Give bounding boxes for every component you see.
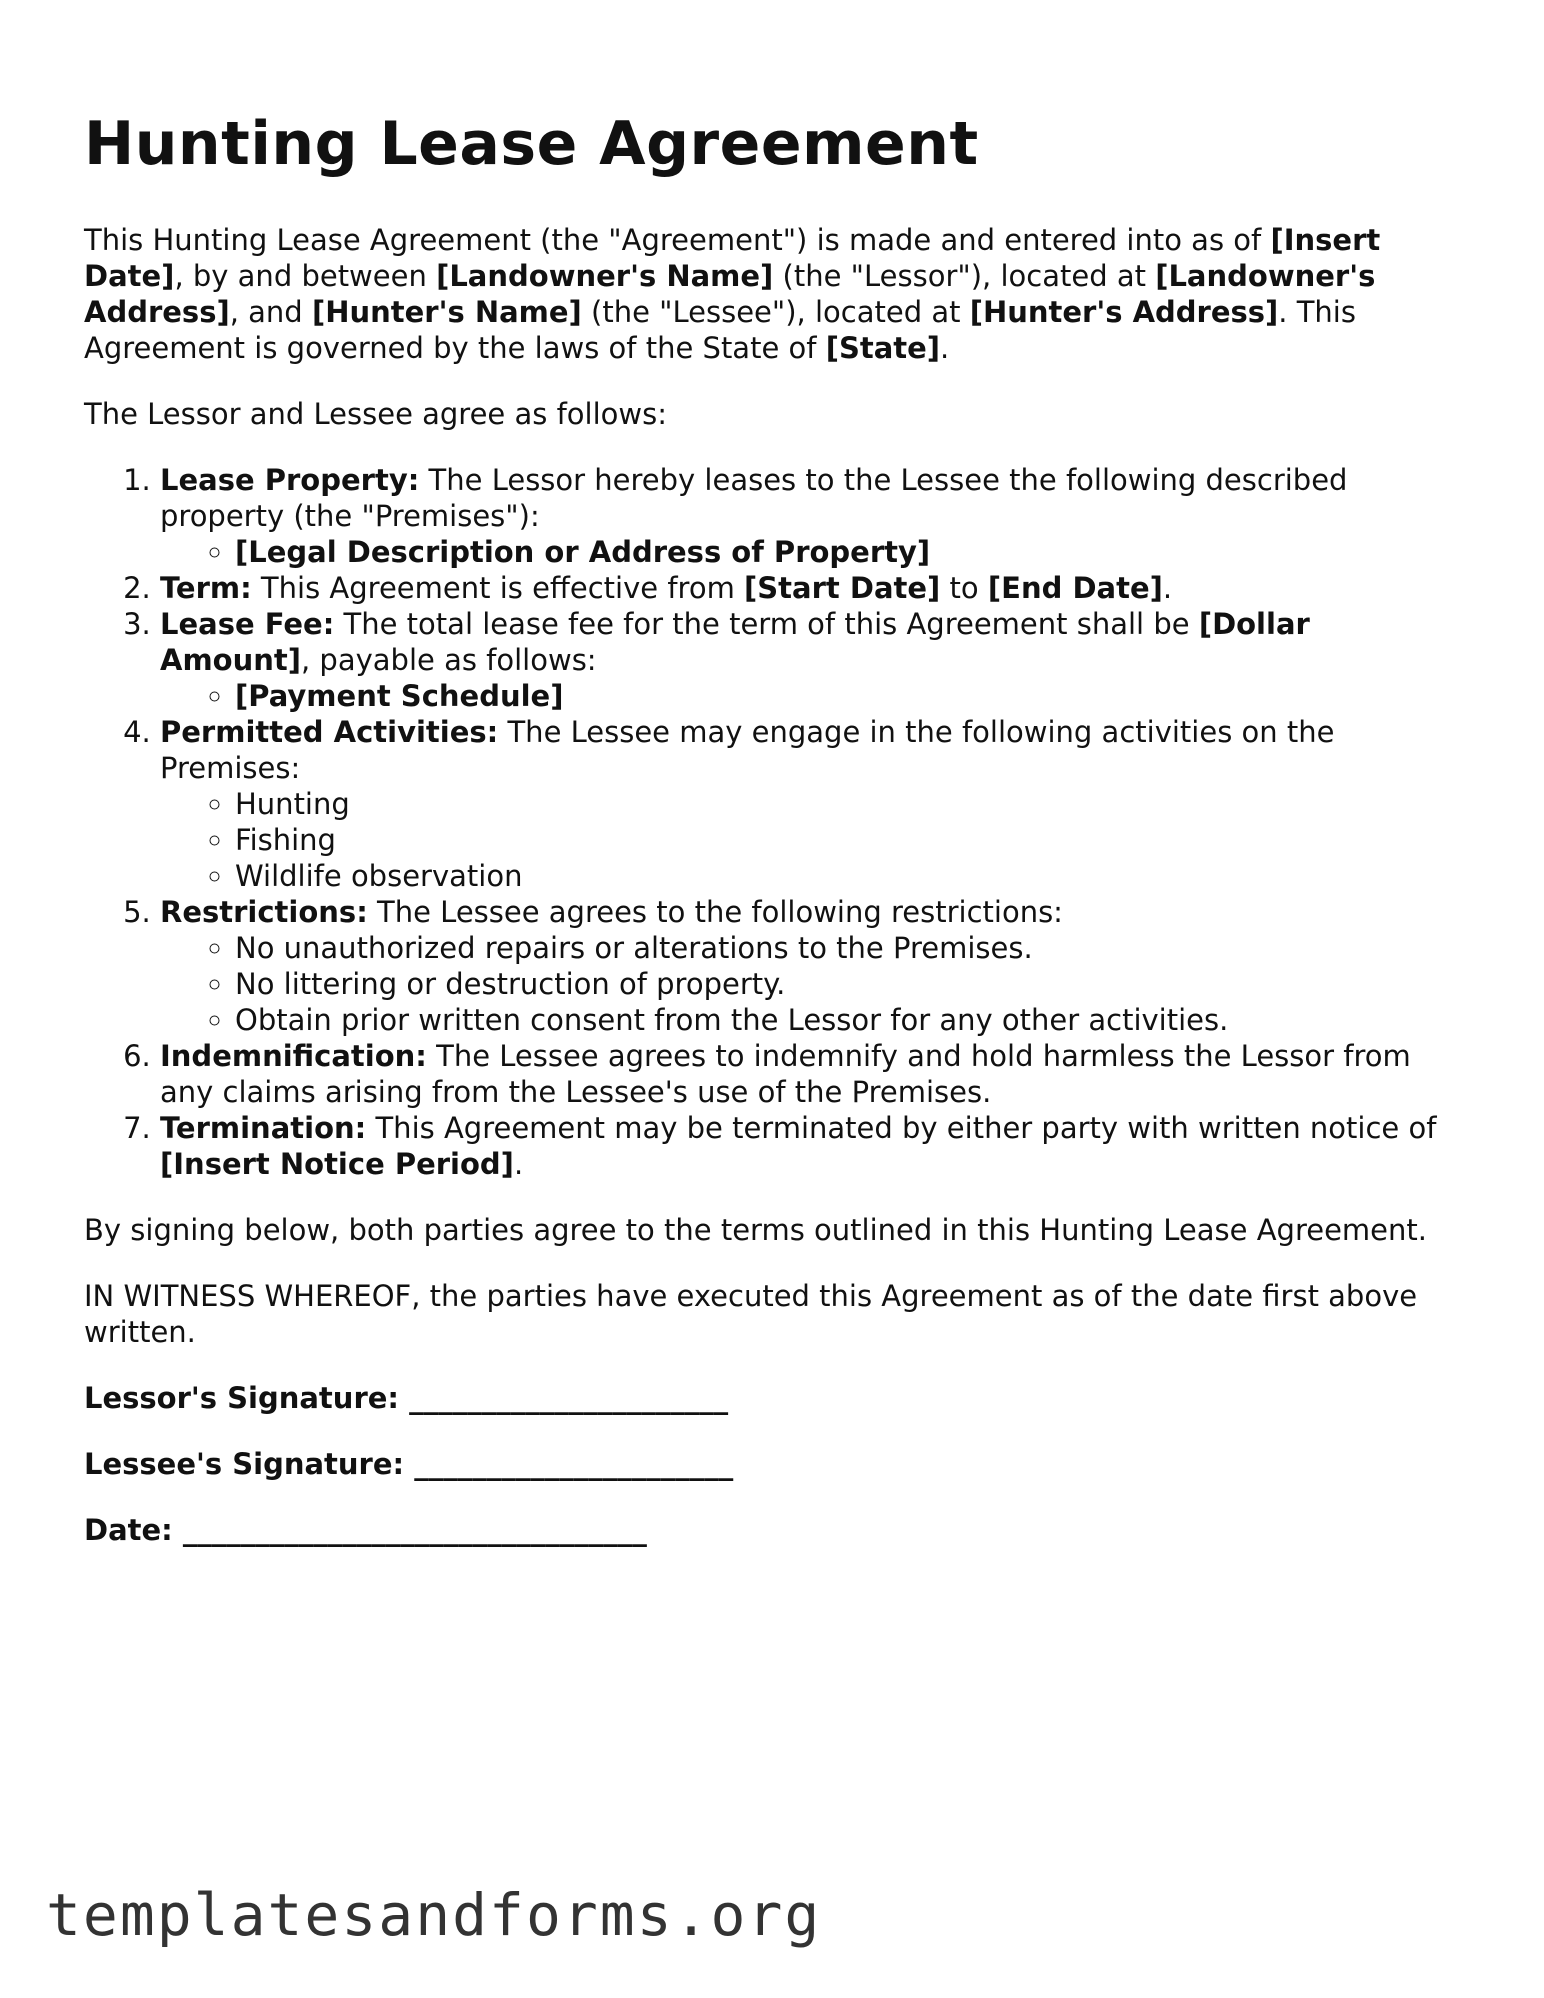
- closing-paragraph: By signing below, both parties agree to the terms outlined in this Hunting Lease Agreement.: [84, 1213, 1427, 1247]
- clause-text: .: [513, 1147, 524, 1181]
- placeholder-hunter-address: [Hunter's Address]: [969, 295, 1279, 329]
- lessee-signature-line[interactable]: Lessee's Signature: ______________________: [84, 1447, 734, 1481]
- placeholder-payment-schedule: [Payment Schedule]: [235, 679, 564, 713]
- intro-text: . This Agreement is governed by the laws of the State of: [84, 295, 1356, 365]
- placeholder-legal-description: [Legal Description or Address of Property]: [235, 535, 931, 569]
- list-item: ◦ No unauthorized repairs or alterations to the Premises.: [235, 930, 1464, 966]
- placeholder-start-date: [Start Date]: [744, 571, 941, 605]
- placeholder-hunter-name: [Hunter's Name]: [311, 295, 582, 329]
- clause-label: Restrictions:: [160, 895, 368, 929]
- clause-text: to: [940, 571, 988, 605]
- clause-text: This Agreement is effective from: [251, 571, 745, 605]
- document-title: Hunting Lease Agreement: [84, 109, 979, 179]
- date-signature-line[interactable]: Date: ________________________________: [84, 1513, 647, 1547]
- sub-list: [160, 786, 1464, 894]
- clause-text: The Lessee agrees to the following restrictions:: [367, 895, 1063, 929]
- intro-text: (the "Lessor"), located at: [773, 259, 1156, 293]
- intro-paragraph: [84, 222, 1464, 366]
- clause-permitted-activities: [160, 714, 1464, 894]
- clause-text: The total lease fee for the term of this Agreement shall be: [334, 607, 1199, 641]
- clause-text: The Lessee agrees to indemnify and hold harmless the Lessor from any claims arising from the Lessee's use of the Premises.: [160, 1039, 1411, 1109]
- clause-termination: [160, 1110, 1464, 1182]
- sub-list: [160, 930, 1464, 1038]
- clause-label: Lease Property:: [160, 463, 420, 497]
- list-item: ◦ Fishing: [235, 822, 1464, 858]
- clause-text: .: [1162, 571, 1173, 605]
- clause-label: Term:: [160, 571, 252, 605]
- placeholder-end-date: [End Date]: [987, 571, 1163, 605]
- placeholder-landowner-name: [Landowner's Name]: [436, 259, 774, 293]
- intro-text: , and: [229, 295, 312, 329]
- document-body: [84, 108, 1464, 1578]
- list-item: ◦ No littering or destruction of property.: [235, 966, 1464, 1002]
- placeholder-landowner-address: [Landowner's Address]: [84, 259, 1376, 329]
- clause-list: [84, 462, 1464, 1182]
- list-item: ◦ Hunting: [235, 786, 1464, 822]
- list-item: [235, 678, 1464, 714]
- clause-restrictions: [160, 894, 1464, 1038]
- clause-label: Permitted Activities:: [160, 715, 499, 749]
- witness-paragraph: IN WITNESS WHEREOF, the parties have executed this Agreement as of the date first above written.: [84, 1279, 1418, 1349]
- sub-list: [160, 678, 1464, 714]
- lead-in-paragraph: The Lessor and Lessee agree as follows:: [84, 397, 668, 431]
- list-item: ◦ Wildlife observation: [235, 858, 1464, 894]
- intro-text: , by and between: [174, 259, 437, 293]
- clause-text: This Agreement may be terminated by either party with written notice of: [366, 1111, 1437, 1145]
- clause-term: [160, 570, 1464, 606]
- clause-text: The Lessee may engage in the following activities on the Premises:: [160, 715, 1335, 785]
- sub-list: [160, 534, 1464, 570]
- intro-text: (the "Lessee"), located at: [581, 295, 970, 329]
- clause-label: Lease Fee:: [160, 607, 335, 641]
- list-item: ◦ Obtain prior written consent from the Lessor for any other activities.: [235, 1002, 1464, 1038]
- lessor-signature-line[interactable]: Lessor's Signature: ______________________: [84, 1381, 729, 1415]
- clause-lease-fee: [160, 606, 1464, 714]
- placeholder-state: [State]: [825, 331, 941, 365]
- placeholder-notice-period: [Insert Notice Period]: [160, 1147, 514, 1181]
- clause-lease-property: [160, 462, 1464, 570]
- clause-label: Indemnification:: [160, 1039, 427, 1073]
- intro-text: .: [940, 331, 950, 365]
- clause-indemnification: [160, 1038, 1464, 1110]
- placeholder-insert-date: [Insert Date]: [84, 223, 1381, 293]
- clause-label: Termination:: [160, 1111, 367, 1145]
- clause-text: The Lessor hereby leases to the Lessee the following described property (the "Premises"):: [160, 463, 1348, 533]
- placeholder-dollar-amount: [Dollar Amount]: [160, 607, 1310, 677]
- clause-text: , payable as follows:: [301, 643, 597, 677]
- intro-text: This Hunting Lease Agreement (the "Agreement") is made and entered into as of: [84, 223, 1271, 257]
- watermark: templatesandforms.org: [46, 1881, 822, 1949]
- list-item: [235, 534, 1464, 570]
